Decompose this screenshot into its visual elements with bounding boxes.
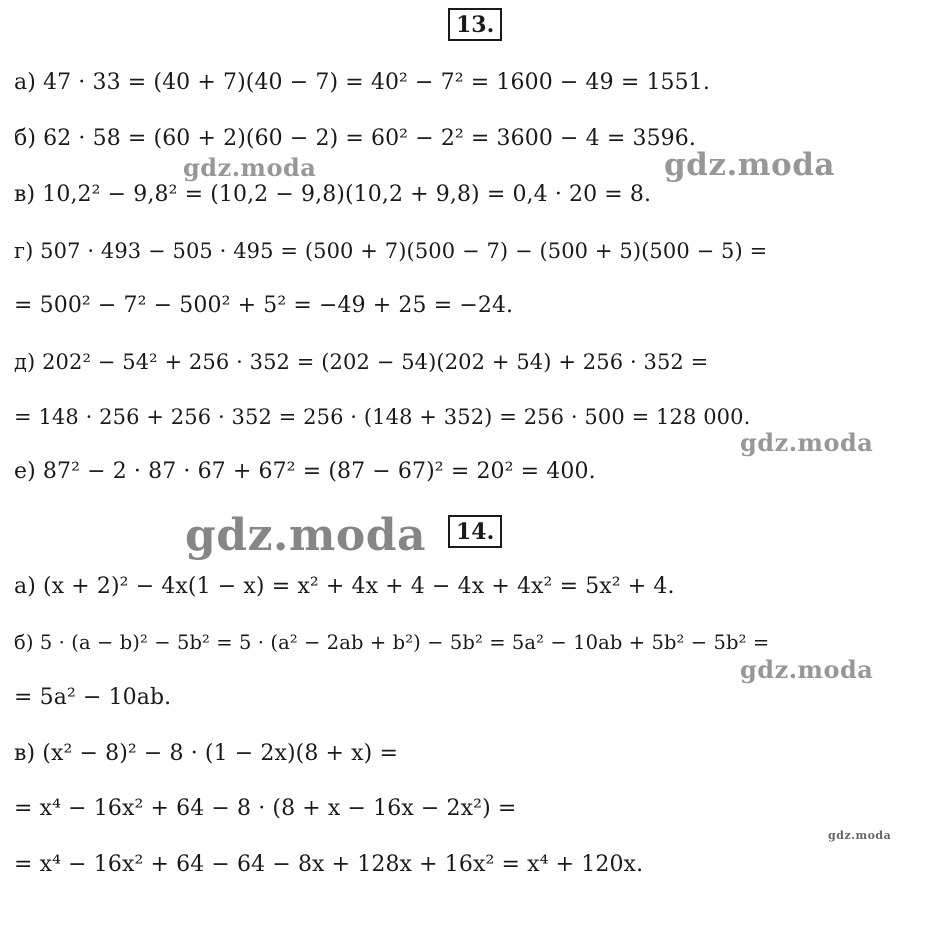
watermark-logo: gdz.moda (185, 510, 427, 561)
task-13-line-b: б) 62 · 58 = (60 + 2)(60 − 2) = 60² − 2² = 3600 − 4 = 3596. (14, 126, 696, 151)
task-13-line-v: в) 10,2² − 9,8² = (10,2 − 9,8)(10,2 + 9,8) = 0,4 · 20 = 8. (14, 182, 652, 207)
task-14-line-v1: в) (x² − 8)² − 8 · (1 − 2x)(8 + x) = (14, 741, 398, 766)
task-14-line-a: а) (x + 2)² − 4x(1 − x) = x² + 4x + 4 − 4x + 4x² = 5x² + 4. (14, 574, 675, 599)
task-14-line-b1: б) 5 · (a − b)² − 5b² = 5 · (a² − 2ab + b²) − 5b² = 5a² − 10ab + 5b² − 5b² = (14, 631, 770, 654)
task-14-line-b2: = 5a² − 10ab. (14, 685, 172, 710)
task-13-line-e: е) 87² − 2 · 87 · 67 + 67² = (87 − 67)² = 20² = 400. (14, 459, 596, 484)
task-14-line-v2: = x⁴ − 16x² + 64 − 8 · (8 + x − 16x − 2x²) = (14, 796, 517, 821)
task-14-number: 14. (448, 515, 502, 548)
task-13-line-d1: д) 202² − 54² + 256 · 352 = (202 − 54)(202 + 54) + 256 · 352 = (14, 350, 709, 374)
watermark-logo: gdz.moda (740, 428, 874, 457)
watermark-logo: gdz.moda (740, 655, 874, 684)
task-13-line-g2: = 500² − 7² − 500² + 5² = −49 + 25 = −24. (14, 293, 514, 318)
task-13-line-d2: = 148 · 256 + 256 · 352 = 256 · (148 + 352) = 256 · 500 = 128 000. (14, 405, 751, 429)
task-13-line-a: а) 47 · 33 = (40 + 7)(40 − 7) = 40² − 7² = 1600 − 49 = 1551. (14, 70, 710, 95)
watermark-logo: gdz.moda (664, 147, 835, 183)
watermark-logo: gdz.moda (828, 829, 892, 842)
task-13-line-g1: г) 507 · 493 − 505 · 495 = (500 + 7)(500 − 7) − (500 + 5)(500 − 5) = (14, 239, 768, 263)
task-13-number: 13. (448, 8, 502, 41)
task-14-line-v3: = x⁴ − 16x² + 64 − 64 − 8x + 128x + 16x² = x⁴ + 120x. (14, 852, 644, 877)
watermark-logo: gdz.moda (183, 153, 317, 182)
